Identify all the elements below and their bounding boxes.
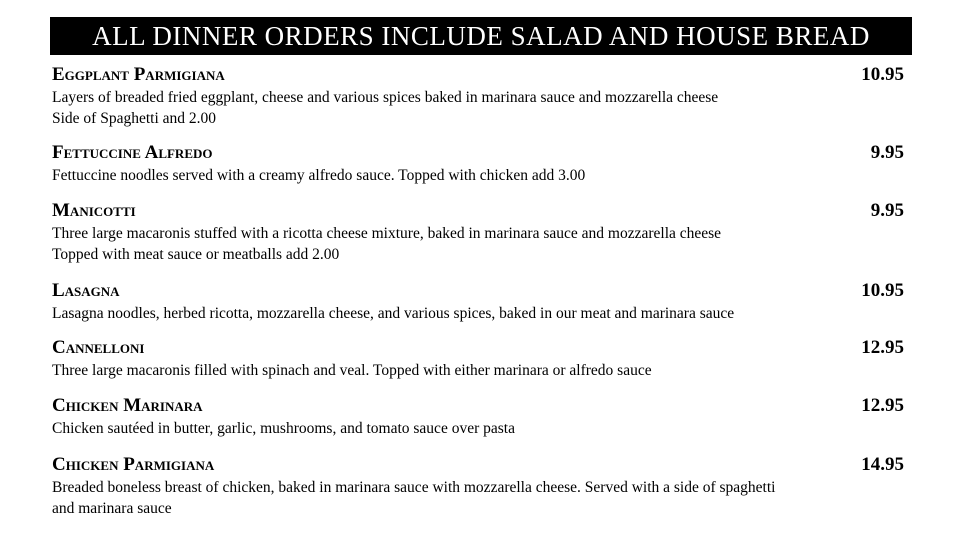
item-name: Eggplant Parmigiana	[52, 64, 225, 85]
menu-banner	[50, 17, 912, 55]
item-description: Chicken sautéed in butter, garlic, mushrooms, and tomato sauce over pasta	[52, 420, 515, 437]
item-name: Manicotti	[52, 200, 136, 221]
item-description: Lasagna noodles, herbed ricotta, mozzarella cheese, and various spices, baked in our meat and marinara sauce	[52, 305, 735, 322]
item-price: 9.95	[870, 200, 904, 221]
item-name: Chicken Marinara	[52, 395, 203, 416]
menu-item	[52, 337, 904, 381]
item-price: 12.95	[861, 337, 904, 358]
banner-text: ALL DINNER ORDERS INCLUDE SALAD AND HOUSE BREAD	[92, 20, 870, 51]
item-price: 10.95	[861, 280, 904, 301]
item-price: 14.95	[861, 454, 904, 475]
menu-item	[52, 200, 904, 265]
item-description: Topped with meat sauce or meatballs add 2.00	[52, 246, 340, 263]
item-description: Breaded boneless breast of chicken, baked in marinara sauce with mozzarella cheese. Served with a side of spaghetti	[52, 479, 776, 496]
item-name: Chicken Parmigiana	[52, 454, 215, 475]
item-name: Fettuccine Alfredo	[52, 142, 213, 163]
item-price: 12.95	[861, 395, 904, 416]
item-description: Three large macaronis stuffed with a ricotta cheese mixture, baked in marinara sauce and mozzarella cheese	[52, 225, 722, 242]
item-description: Three large macaronis filled with spinach and veal. Topped with either marinara or alfredo sauce	[52, 362, 652, 379]
item-name: Cannelloni	[52, 337, 145, 358]
menu-item	[52, 395, 904, 439]
item-description: Layers of breaded fried eggplant, cheese and various spices baked in marinara sauce and mozzarella cheese	[52, 89, 719, 106]
menu-item	[52, 64, 904, 129]
menu-item	[52, 280, 904, 324]
item-price: 10.95	[861, 64, 904, 85]
item-description: and marinara sauce	[52, 500, 172, 517]
item-price: 9.95	[870, 142, 904, 163]
item-description: Side of Spaghetti and 2.00	[52, 110, 217, 127]
menu-item	[52, 454, 904, 519]
item-name: Lasagna	[52, 280, 120, 301]
menu-item	[52, 142, 904, 186]
item-description: Fettuccine noodles served with a creamy alfredo sauce. Topped with chicken add 3.00	[52, 167, 586, 184]
